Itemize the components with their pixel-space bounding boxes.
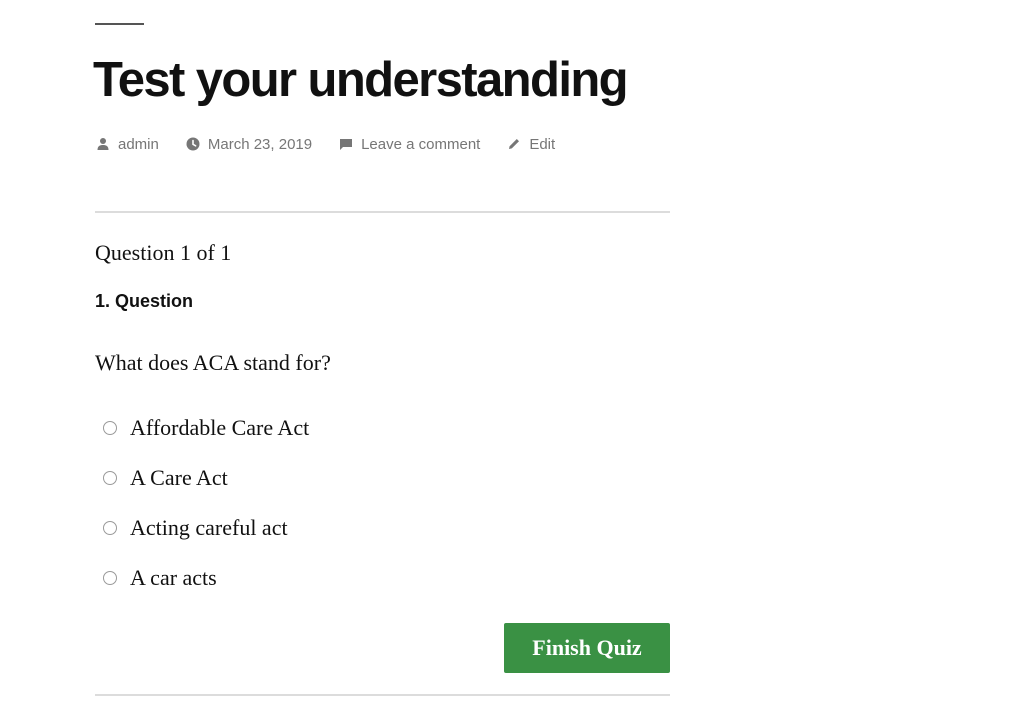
answer-option-4[interactable] bbox=[103, 562, 309, 594]
answer-label: A Care Act bbox=[130, 465, 228, 490]
answer-option-1[interactable] bbox=[103, 412, 309, 444]
edit-link[interactable] bbox=[506, 136, 555, 153]
divider-top bbox=[95, 211, 670, 213]
author-link[interactable] bbox=[95, 136, 159, 153]
finish-quiz-button[interactable]: Finish Quiz bbox=[504, 623, 670, 673]
pencil-icon bbox=[506, 136, 522, 152]
post-meta bbox=[95, 133, 581, 155]
answer-label: Affordable Care Act bbox=[130, 415, 310, 440]
person-icon bbox=[95, 136, 111, 152]
date-link[interactable] bbox=[185, 136, 312, 153]
radio-button[interactable] bbox=[103, 521, 117, 535]
divider-bottom bbox=[95, 694, 670, 696]
question-text: What does ACA stand for? bbox=[95, 350, 331, 375]
radio-button[interactable] bbox=[103, 471, 117, 485]
radio-button[interactable] bbox=[103, 571, 117, 585]
answer-label: Acting careful act bbox=[130, 515, 288, 540]
author-name: admin bbox=[118, 135, 159, 153]
answer-label: A car acts bbox=[130, 565, 217, 590]
answer-option-2[interactable] bbox=[103, 462, 309, 494]
radio-button[interactable] bbox=[103, 421, 117, 435]
post-date: March 23, 2019 bbox=[207, 135, 313, 153]
answer-option-3[interactable] bbox=[103, 512, 309, 544]
title-decoration-rule bbox=[95, 23, 144, 25]
question-counter: Question 1 of 1 bbox=[95, 240, 232, 265]
comments-label: Leave a comment bbox=[361, 135, 481, 153]
question-heading: 1. Question bbox=[95, 291, 194, 311]
clock-icon bbox=[185, 136, 201, 152]
edit-label: Edit bbox=[529, 135, 556, 153]
comments-link[interactable] bbox=[338, 136, 480, 153]
answer-list bbox=[103, 412, 309, 612]
page-title: Test your understanding bbox=[93, 53, 627, 107]
comment-icon bbox=[338, 136, 354, 152]
